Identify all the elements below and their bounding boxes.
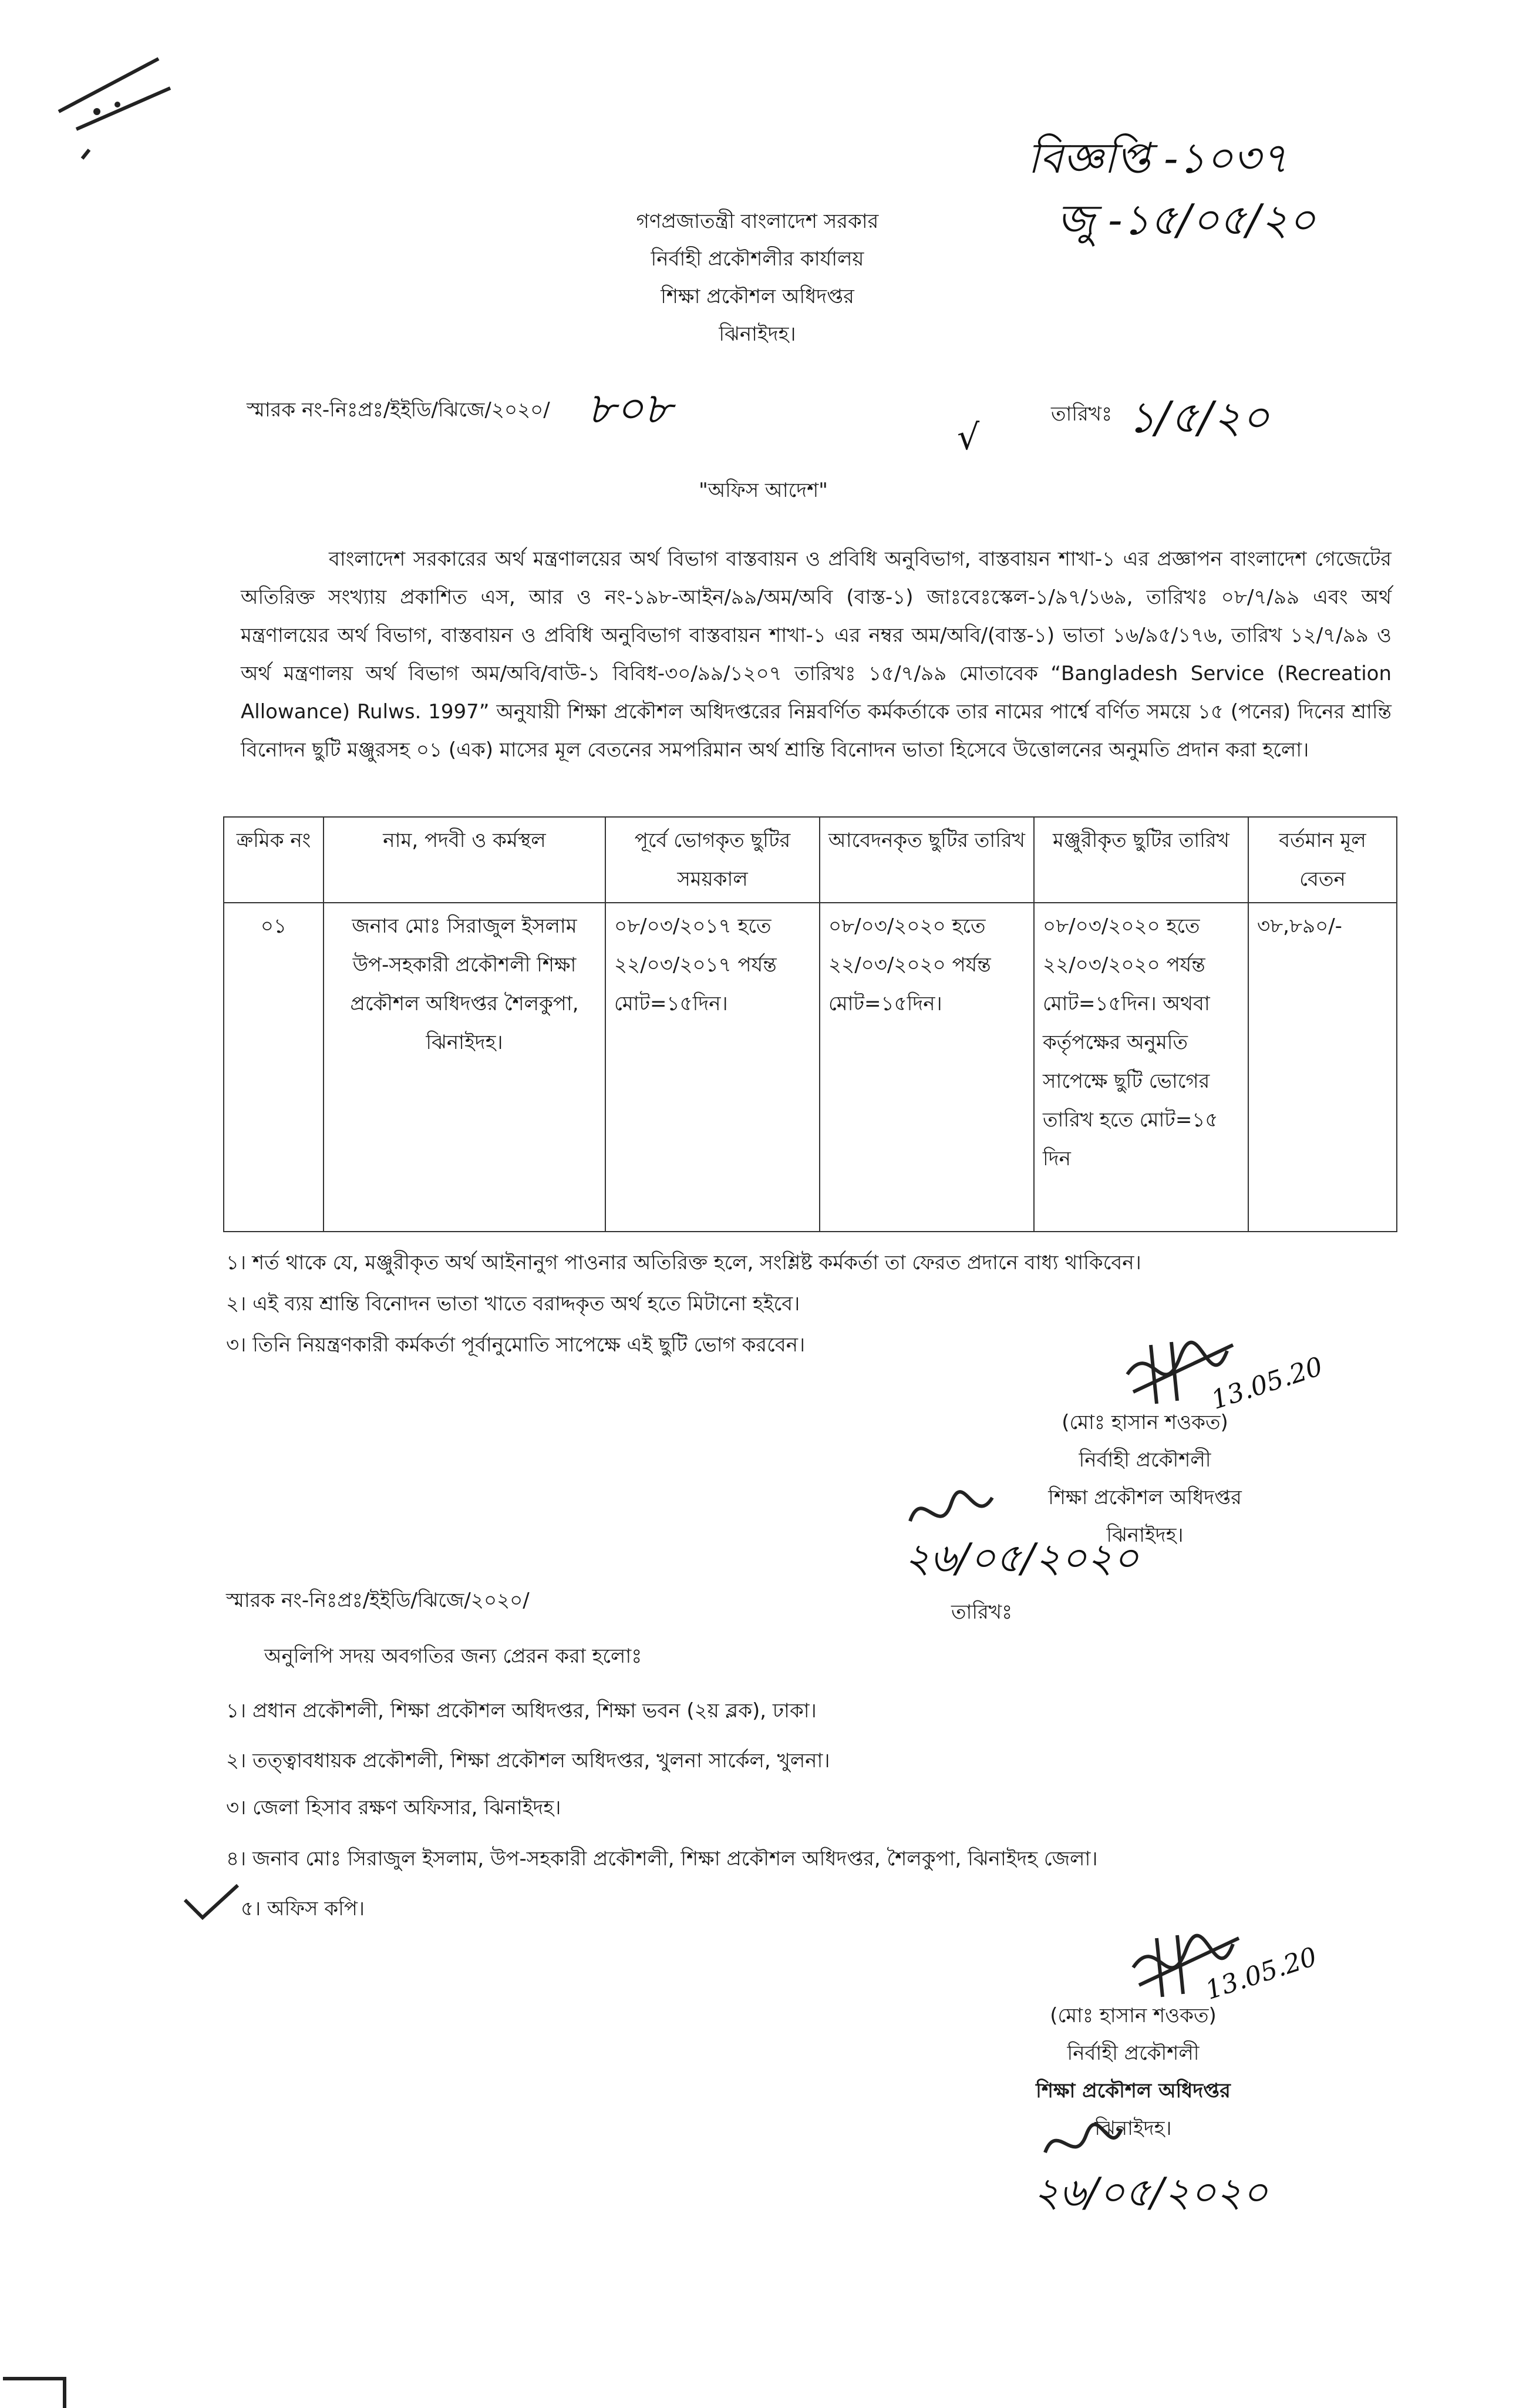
copy-item-5: ৫। অফিস কপি। bbox=[241, 1897, 365, 1921]
cell-sanctioned: ০৮/০৩/২০২০ হতে ২২/০৩/২০২০ পর্যন্ত মোট=১৫দিন। অথবা কর্তৃপক্ষের অনুমতি সাপেক্ষে ছুটি ভোগের তারিখ হতে মোট=১৫ দিন bbox=[1034, 903, 1248, 1232]
copy-item-1: ১। প্রধান প্রকৌশলী, শিক্ষা প্রকৌশল অধিদপ্তর, শিক্ষা ভবন (২য় ব্লক), ঢাকা। bbox=[226, 1699, 817, 1723]
signer-place: ঝিনাইদহ। bbox=[1094, 2117, 1172, 2140]
handwritten-receipt-date: জু -১৫/০৫/২০ bbox=[1057, 195, 1316, 244]
leave-table bbox=[223, 816, 1397, 1232]
copy-intro: অনুলিপি সদয় অবগতির জন্য প্রেরন করা হলোঃ bbox=[264, 1644, 642, 1668]
department-name: শিক্ষা প্রকৌশল অধিদপ্তর bbox=[661, 285, 854, 308]
date-label: তারিখঃ bbox=[1051, 402, 1113, 426]
col-name: নাম, পদবী ও কর্মস্থল bbox=[324, 817, 605, 903]
signature-block-2 bbox=[998, 1997, 1268, 2147]
signer-name: (মোঃ হাসান শওকত) bbox=[1062, 1411, 1228, 1434]
signer-designation: নির্বাহী প্রকৌশলী bbox=[1067, 2042, 1200, 2065]
checkmark-icon bbox=[179, 1882, 244, 1923]
signature-1-date: 13.05.20 bbox=[1207, 1351, 1327, 1416]
order-body bbox=[241, 540, 1392, 769]
signer-place: ঝিনাইদহ। bbox=[1106, 1524, 1184, 1547]
handwritten-reference: বিজ্ঞপ্তি -১০৩৭ bbox=[1027, 133, 1288, 183]
govt-name: গণপ্রজাতন্ত্রী বাংলাদেশ সরকার bbox=[636, 210, 879, 233]
table-row bbox=[224, 903, 1397, 1232]
table-header-row bbox=[224, 817, 1397, 903]
signer-name: (মোঃ হাসান শওকত) bbox=[1050, 2004, 1217, 2027]
office-name: নির্বাহী প্রকৌশলীর কার্যালয় bbox=[651, 247, 864, 271]
signer-office: শিক্ষা প্রকৌশল অধিদপ্তর bbox=[1048, 1486, 1242, 1509]
memo2-number-label: স্মারক নং-নিঃপ্রঃ/ইইডি/ঝিজে/২০২০/ bbox=[226, 1589, 530, 1612]
condition-2: ২। এই ব্যয় শ্রান্তি বিনোদন ভাতা খাতে বরাদ্দকৃত অর্থ হতে মিটানো হইবে। bbox=[226, 1292, 800, 1316]
memo-number-label: স্মারক নং-নিঃপ্রঃ/ইইডি/ঝিজে/২০২০/ bbox=[247, 398, 550, 422]
memo2-date-label: তারিখঃ bbox=[951, 1600, 1013, 1624]
date-handwritten: ১/৫/২০ bbox=[1127, 392, 1270, 443]
cell-previous: ০৮/০৩/২০১৭ হতে ২২/০৩/২০১৭ পর্যন্ত মোট=১৫দিন। bbox=[605, 903, 820, 1232]
cell-applied: ০৮/০৩/২০২০ হতে ২২/০৩/২০২০ পর্যন্ত মোট=১৫দিন। bbox=[820, 903, 1034, 1232]
handwritten-mid-date: ২৬/০৫/২০২০ bbox=[904, 1535, 1139, 1582]
cell-salary: ৩৮,৮৯০/- bbox=[1248, 903, 1397, 1232]
signer-designation: নির্বাহী প্রকৌশলী bbox=[1079, 1448, 1211, 1472]
col-serial: ক্রমিক নং bbox=[224, 817, 324, 903]
order-title: "অফিস আদেশ" bbox=[699, 479, 828, 502]
col-previous: পূর্বে ভোগকৃত ছুটির সময়কাল bbox=[605, 817, 820, 903]
order-body-text: বাংলাদেশ সরকারের অর্থ মন্ত্রণালয়ের অর্থ বিভাগ বাস্তবায়ন ও প্রবিধি অনুবিভাগ, বাস্তবায়ন শাখা-১ এর প্রজ্ঞাপন বাংলাদেশ গেজেটের অতিরিক্ত সংখ্যায় প্রকাশিত এস, আর ও নং-১৯৮-আইন/৯৯/অম/অবি (বাস্ত-১) জাঃবেঃস্কেল-১/৯৭/১৬৯, তারিখঃ ০৮/৭/৯৯ এবং অর্থ মন্ত্রণালয়ের অর্থ বিভাগ, বাস্তবায়ন ও প্রবিধি অনুবিভাগ বাস্তবায়ন শাখা-১ এর নম্বর অম/অবি/(বাস্ত-১) ভাতা ১৬/৯৫/১৭৬, তারিখ ১২/৭/৯৯ ও অর্থ মন্ত্রণালয় অর্থ বিভাগ অম/অবি/বাউ-১ বিবিধ-৩০/৯৯/১২০৭ তারিখঃ ১৫/৭/৯৯ মোতাবেক “Bangladesh Service (Recreation Allowance) Rulws. 1997” অনুযায়ী শিক্ষা প্রকৌশল অধিদপ্তরের নিম্নবর্ণিত কর্মকর্তাকে তার নামের পার্শ্বে বর্ণিত সময়ে ১৫ (পনের) দিনের শ্রান্তি বিনোদন ছুটি মঞ্জুরসহ ০১ (এক) মাসের মূল বেতনের সমপরিমান অর্থ শ্রান্তি বিনোদন ভাতা হিসেবে উত্তোলনের অনুমতি প্রদান করা হলো। bbox=[241, 547, 1392, 762]
copy-item-4: ৪। জনাব মোঃ সিরাজুল ইসলাম, উপ-সহকারী প্রকৌশলী, শিক্ষা প্রকৌশল অধিদপ্তর, শৈলকুপা, ঝিনাইদহ জেলা। bbox=[226, 1847, 1098, 1871]
location: ঝিনাইদহ। bbox=[719, 322, 796, 346]
corner-scribble bbox=[23, 23, 188, 176]
cell-serial: ০১ bbox=[224, 903, 324, 1232]
col-sanctioned: মঞ্জুরীকৃত ছুটির তারিখ bbox=[1034, 817, 1248, 903]
handwritten-bottom-date: ২৬/০৫/২০২০ bbox=[1033, 2170, 1268, 2216]
memo-number-handwritten: ৮০৮ bbox=[587, 384, 672, 434]
condition-1: ১। শর্ত থাকে যে, মঞ্জুরীকৃত অর্থ আইনানুগ পাওনার অতিরিক্ত হলে, সংশ্লিষ্ট কর্মকর্তা তা ফেরত প্রদানে বাধ্য থাকিবেন। bbox=[226, 1251, 1141, 1274]
cell-name: জনাব মোঃ সিরাজুল ইসলাম উপ-সহকারী প্রকৌশলী শিক্ষা প্রকৌশল অধিদপ্তর শৈলকুপা, ঝিনাইদহ। bbox=[324, 903, 605, 1232]
tick-mark: √ bbox=[957, 417, 980, 458]
initial-mark-2 bbox=[1039, 2120, 1127, 2167]
office-header bbox=[605, 203, 910, 353]
condition-3: ৩। তিনি নিয়ন্ত্রণকারী কর্মকর্তা পূর্বানুমোতি সাপেক্ষে এই ছুটি ভোগ করবেন। bbox=[226, 1333, 806, 1357]
signature-2-date: 13.05.20 bbox=[1201, 1941, 1321, 2006]
col-salary: বর্তমান মূল বেতন bbox=[1248, 817, 1397, 903]
corner-mark bbox=[0, 2361, 76, 2408]
copy-item-2: ২। তত্ত্বাবধায়ক প্রকৌশলী, শিক্ষা প্রকৌশল অধিদপ্তর, খুলনা সার্কেল, খুলনা। bbox=[226, 1749, 830, 1773]
copy-item-3: ৩। জেলা হিসাব রক্ষণ অফিসার, ঝিনাইদহ। bbox=[226, 1796, 561, 1820]
signer-office: শিক্ষা প্রকৌশল অধিদপ্তর bbox=[1036, 2079, 1231, 2103]
col-applied: আবেদনকৃত ছুটির তারিখ bbox=[820, 817, 1034, 903]
